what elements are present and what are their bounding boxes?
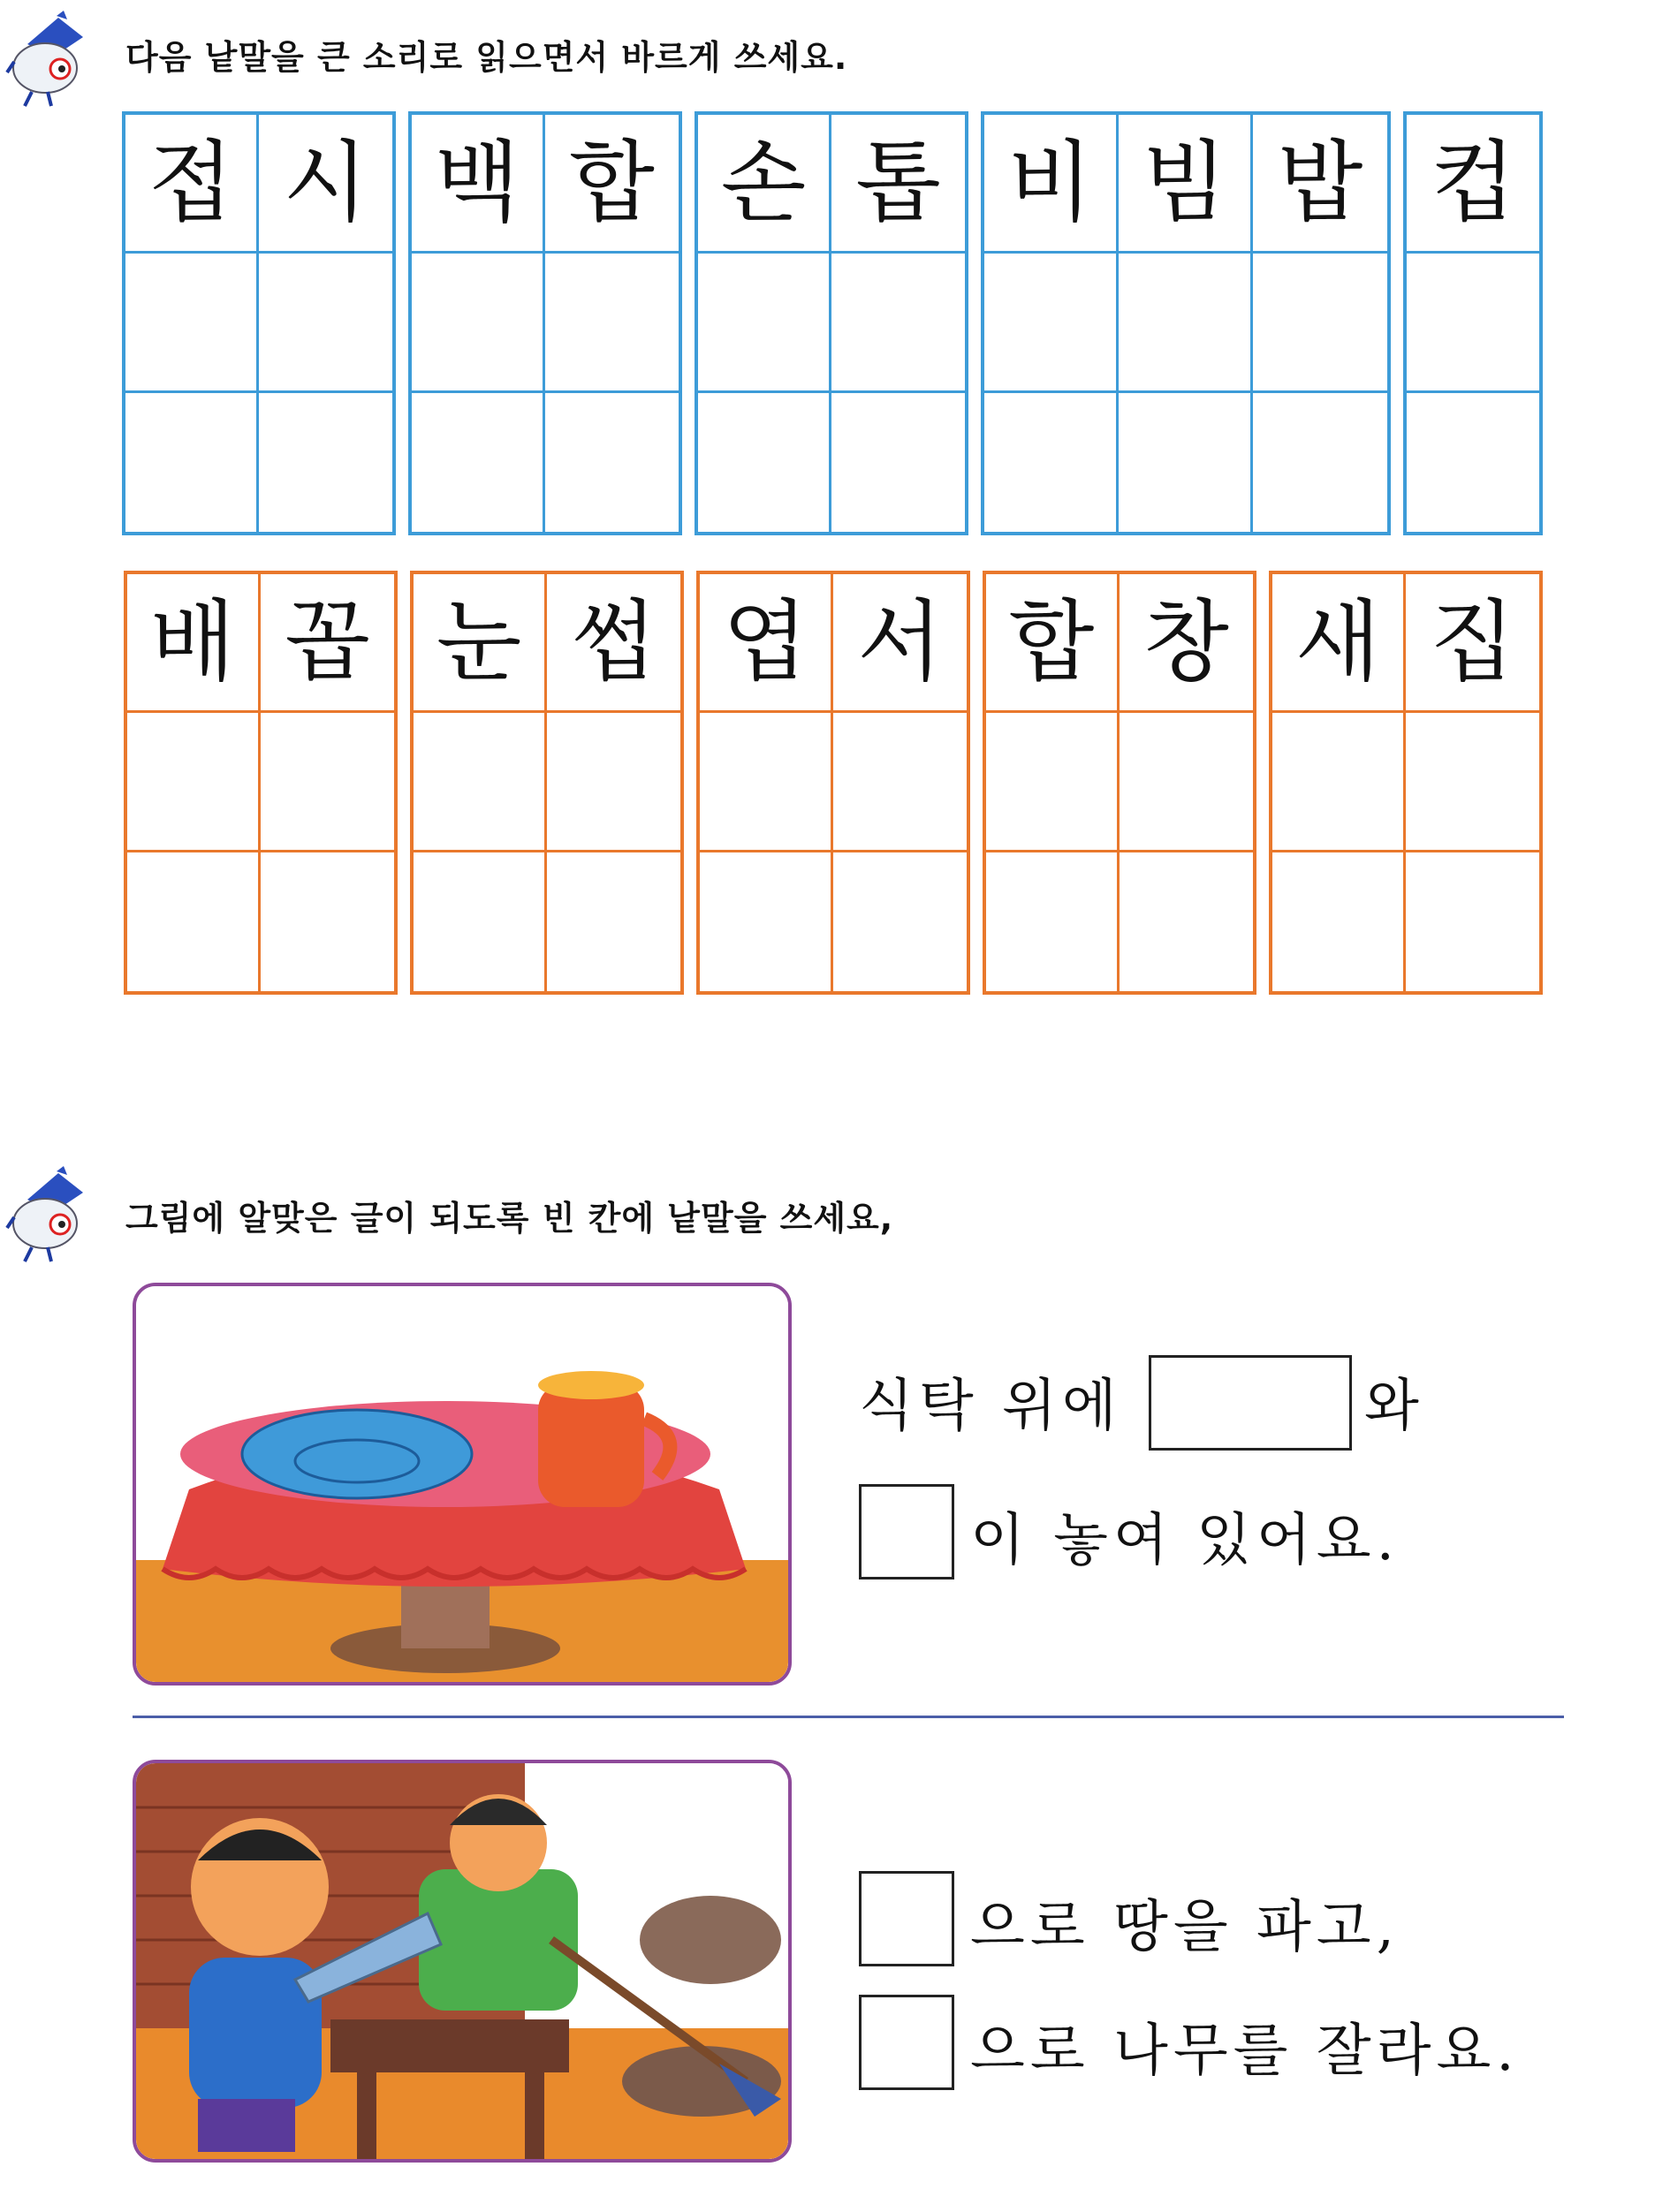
syllable-cell: 톱 <box>831 115 965 254</box>
writing-cell[interactable] <box>125 254 259 392</box>
writing-cell[interactable] <box>127 852 261 991</box>
syllable-cell: 꼽 <box>261 574 394 713</box>
problem1-line1-after: 와 <box>1364 1374 1424 1439</box>
writing-cell[interactable] <box>261 852 394 991</box>
word-grid-컵[interactable] <box>1403 111 1543 535</box>
syllable-cell: 집 <box>1406 574 1539 713</box>
mascot-icon <box>5 11 94 108</box>
writing-cell[interactable] <box>833 852 967 991</box>
syllable-cell: 접 <box>125 115 259 254</box>
writing-cell[interactable] <box>984 393 1119 532</box>
writing-cell[interactable] <box>1253 393 1387 532</box>
syllable-cell: 서 <box>833 574 967 713</box>
writing-cell[interactable] <box>125 393 259 532</box>
writing-cell[interactable] <box>259 393 392 532</box>
writing-cell[interactable] <box>545 254 679 392</box>
table-illustration <box>136 1286 792 1686</box>
word-grid-백합[interactable] <box>408 111 682 535</box>
syllable-cell: 창 <box>1120 574 1253 713</box>
writing-cell[interactable] <box>1119 254 1253 392</box>
writing-cell[interactable] <box>1407 254 1539 392</box>
writing-cell[interactable] <box>259 254 392 392</box>
writing-cell[interactable] <box>1406 713 1539 852</box>
writing-cell[interactable] <box>127 713 261 852</box>
syllable-cell: 시 <box>259 115 392 254</box>
syllable-cell: 밥 <box>1253 115 1387 254</box>
answer-box-saw[interactable] <box>859 1995 954 2090</box>
section-divider <box>133 1716 1564 1718</box>
writing-cell[interactable] <box>831 393 965 532</box>
syllable-cell: 배 <box>127 574 261 713</box>
word-grid-비빔밥[interactable] <box>981 111 1391 535</box>
mascot-icon <box>5 1166 94 1263</box>
writing-cell[interactable] <box>1272 852 1406 991</box>
writing-cell[interactable] <box>1407 393 1539 532</box>
problem2-line2-text: 으로 나무를 잘라요. <box>970 2019 1520 2084</box>
writing-cell[interactable] <box>1272 713 1406 852</box>
syllable-cell: 빔 <box>1119 115 1253 254</box>
writing-cell[interactable] <box>984 254 1119 392</box>
writing-cell[interactable] <box>412 254 545 392</box>
word-grid-새집[interactable] <box>1269 571 1543 995</box>
writing-cell[interactable] <box>1120 852 1253 991</box>
writing-cell[interactable] <box>1120 713 1253 852</box>
writing-cell[interactable] <box>547 713 680 852</box>
syllable-cell: 새 <box>1272 574 1406 713</box>
writing-cell[interactable] <box>986 852 1120 991</box>
problem1-line1-text: 식탁 위에 <box>859 1374 1122 1439</box>
problem2-line1-text: 으로 땅을 파고, <box>970 1895 1400 1960</box>
writing-cell[interactable] <box>547 852 680 991</box>
answer-box-cup[interactable] <box>859 1484 954 1579</box>
word-grid-합창[interactable] <box>983 571 1256 995</box>
writing-cell[interactable] <box>698 254 831 392</box>
syllable-cell: 엽 <box>700 574 833 713</box>
writing-cell[interactable] <box>412 393 545 532</box>
word-grid-눈썹[interactable] <box>410 571 684 995</box>
syllable-cell: 비 <box>984 115 1119 254</box>
syllable-cell: 합 <box>545 115 679 254</box>
word-grid-엽서[interactable] <box>696 571 970 995</box>
answer-box-plate[interactable] <box>1149 1355 1352 1451</box>
syllable-cell: 썹 <box>547 574 680 713</box>
instruction-2: 그림에 알맞은 글이 되도록 빈 칸에 낱말을 쓰세요, <box>125 1199 894 1238</box>
writing-cell[interactable] <box>700 852 833 991</box>
writing-cell[interactable] <box>414 713 547 852</box>
syllable-cell: 백 <box>412 115 545 254</box>
problem1-line2-text: 이 놓여 있어요. <box>970 1508 1400 1573</box>
writing-cell[interactable] <box>700 713 833 852</box>
writing-cell[interactable] <box>986 713 1120 852</box>
word-grid-배꼽[interactable] <box>124 571 398 995</box>
writing-cell[interactable] <box>1253 254 1387 392</box>
writing-cell[interactable] <box>1406 852 1539 991</box>
word-grid-접시[interactable] <box>122 111 396 535</box>
instruction-1: 다음 낱말을 큰 소리로 읽으면서 바르게 쓰세요. <box>125 38 848 77</box>
tools-picture <box>133 1760 792 2163</box>
table-picture <box>133 1283 792 1686</box>
writing-cell[interactable] <box>545 393 679 532</box>
writing-cell[interactable] <box>1119 393 1253 532</box>
tools-illustration <box>136 1763 792 2163</box>
writing-cell[interactable] <box>698 393 831 532</box>
syllable-cell: 컵 <box>1407 115 1539 254</box>
writing-cell[interactable] <box>414 852 547 991</box>
writing-cell[interactable] <box>833 713 967 852</box>
syllable-cell: 합 <box>986 574 1120 713</box>
syllable-cell: 손 <box>698 115 831 254</box>
syllable-cell: 눈 <box>414 574 547 713</box>
answer-box-shovel[interactable] <box>859 1871 954 1966</box>
writing-cell[interactable] <box>261 713 394 852</box>
writing-cell[interactable] <box>831 254 965 392</box>
word-grid-손톱[interactable] <box>695 111 968 535</box>
